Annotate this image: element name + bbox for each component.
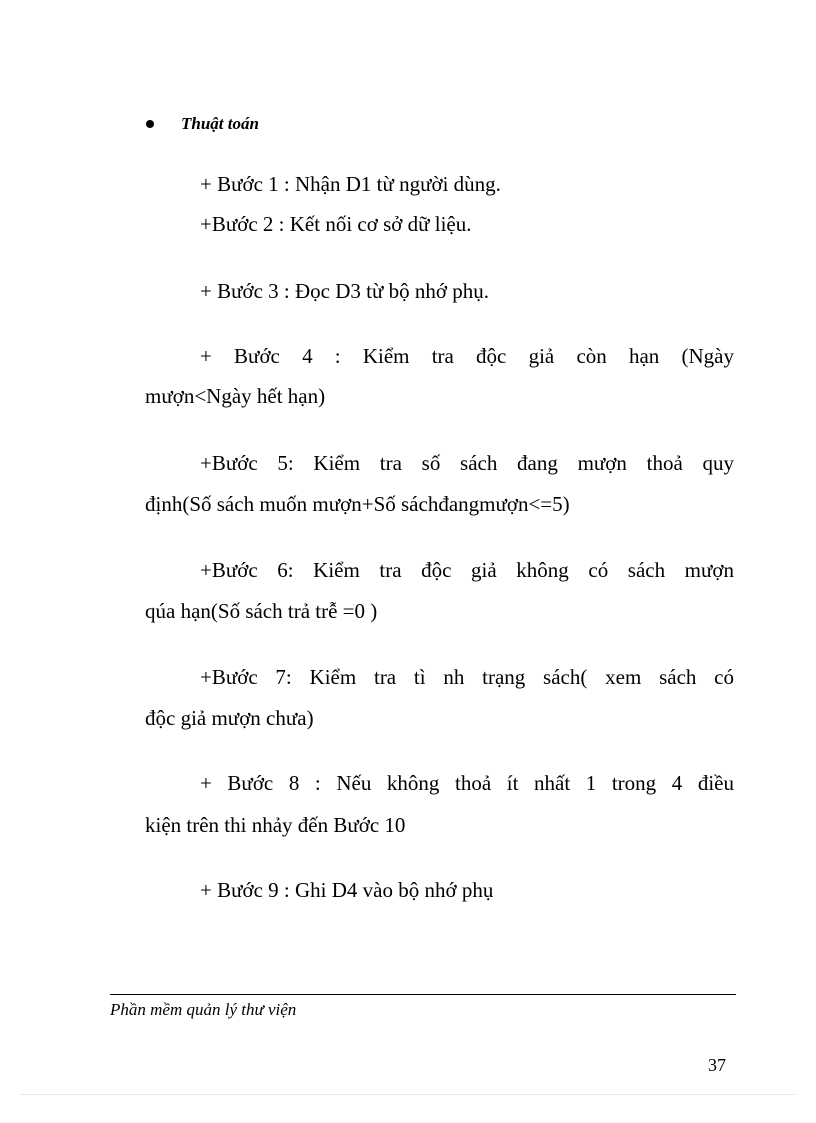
heading-text: Thuật toán (181, 114, 259, 133)
step-3: + Bước 3 : Đọc D3 từ bộ nhớ phụ. (200, 279, 489, 303)
footer-title: Phần mềm quản lý thư viện (110, 1000, 297, 1019)
step-7-line-1: +Bước 7: Kiểm tra tì nh trạng sách( xem sách có (200, 665, 734, 689)
step-4-line-1: + Bước 4 : Kiểm tra độc giả còn hạn (Ngày (200, 344, 734, 368)
footer-divider (110, 994, 736, 995)
step-6-line-1: +Bước 6: Kiểm tra độc giả không có sách mượn (200, 558, 734, 582)
step-4-line-2: mượn<Ngày hết hạn) (145, 384, 326, 408)
step-2: +Bước 2 : Kết nối cơ sở dữ liệu. (200, 212, 472, 236)
step-5-line-2: định(Số sách muốn mượn+Số sáchđangmượn<=5) (145, 492, 570, 516)
step-5-line-1: +Bước 5: Kiểm tra số sách đang mượn thoả quy (200, 451, 734, 475)
step-6-line-2: qúa hạn(Số sách trả trễ =0 ) (145, 599, 378, 623)
section-heading (146, 114, 259, 134)
page-bottom-edge (20, 1094, 796, 1095)
bullet-icon (146, 120, 154, 128)
step-8-line-2: kiện trên thi nhảy đến Bước 10 (145, 813, 406, 837)
step-8-line-1: + Bước 8 : Nếu không thoả ít nhất 1 trong 4 điều (200, 771, 734, 795)
step-7-line-2: độc giả mượn chưa) (145, 706, 314, 730)
page-number: 37 (708, 1055, 726, 1075)
step-9: + Bước 9 : Ghi D4 vào bộ nhớ phụ (200, 878, 494, 902)
step-1: + Bước 1 : Nhận D1 từ người dùng. (200, 172, 501, 196)
